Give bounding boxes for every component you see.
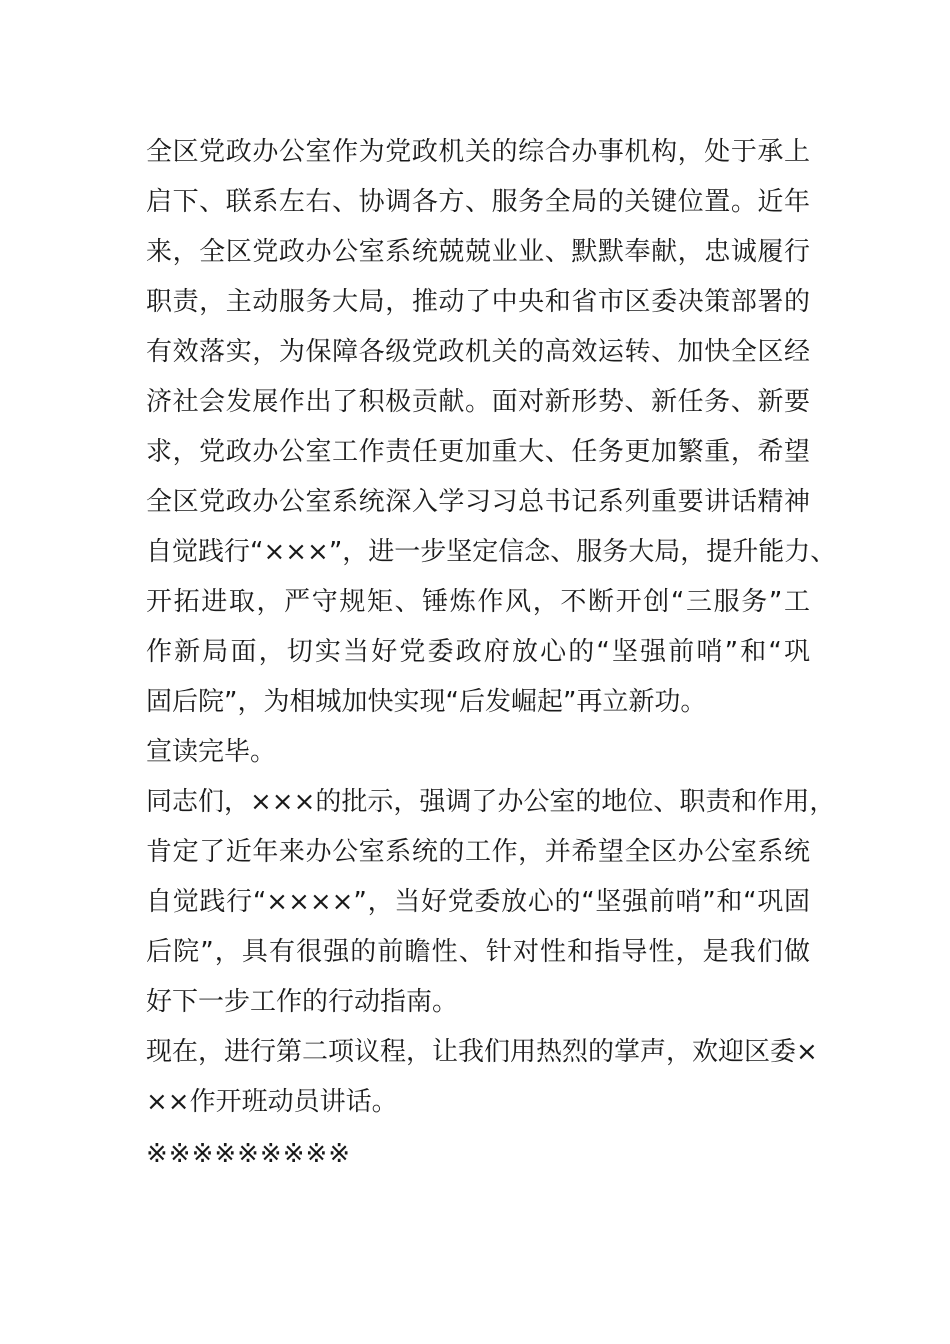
section-separator: ※※※※※※※※※ <box>146 1139 352 1169</box>
text-line: 后院”，具有很强的前瞻性、针对性和指导性，是我们做 <box>146 937 810 967</box>
text-line: 全区党政办公室作为党政机关的综合办事机构，处于承上 <box>146 137 810 167</box>
text-line: 自觉践行“××××”，当好党委放心的“坚强前哨”和“巩固 <box>146 887 810 917</box>
text-line: 求，党政办公室工作责任更加重大、任务更加繁重，希望 <box>146 437 810 467</box>
text-line: 开拓进取，严守规矩、锤炼作风，不断开创“三服务”工 <box>146 587 810 617</box>
text-line: 好下一步工作的行动指南。 <box>146 987 459 1017</box>
text-line: 启下、联系左右、协调各方、服务全局的关键位置。近年 <box>146 187 810 217</box>
paragraph-second-agenda-item <box>146 1027 818 1127</box>
text-line: ××作开班动员讲话。 <box>146 1087 398 1117</box>
text-line: 现在，进行第二项议程，让我们用热烈的掌声，欢迎区委× <box>146 1037 818 1067</box>
paragraph-instructions-text <box>146 127 837 727</box>
text-line: 宣读完毕。 <box>146 737 277 767</box>
text-line: 有效落实，为保障各级党政机关的高效运转、加快全区经 <box>146 337 810 367</box>
text-line: 同志们，×××的批示，强调了办公室的地位、职责和作用， <box>146 787 836 817</box>
text-line: 来，全区党政办公室系统兢兢业业、默默奉献，忠诚履行 <box>146 237 810 267</box>
paragraph-reading-finished <box>146 727 810 777</box>
text-line: 自觉践行“×××”，进一步坚定信念、服务大局，提升能力、 <box>146 537 837 567</box>
text-line: 济社会发展作出了积极贡献。面对新形势、新任务、新要 <box>146 387 810 417</box>
document-body <box>146 127 837 1179</box>
text-line: 职责，主动服务大局，推动了中央和省市区委决策部署的 <box>146 287 810 317</box>
paragraph-comrades-remarks <box>146 777 836 1027</box>
text-line: 作新局面，切实当好党委政府放心的“坚强前哨”和“巩 <box>146 637 810 667</box>
text-line: 全区党政办公室系统深入学习习总书记系列重要讲话精神 <box>146 487 810 517</box>
text-line: 固后院”，为相城加快实现“后发崛起”再立新功。 <box>146 687 707 717</box>
text-line: 肯定了近年来办公室系统的工作，并希望全区办公室系统 <box>146 837 810 867</box>
